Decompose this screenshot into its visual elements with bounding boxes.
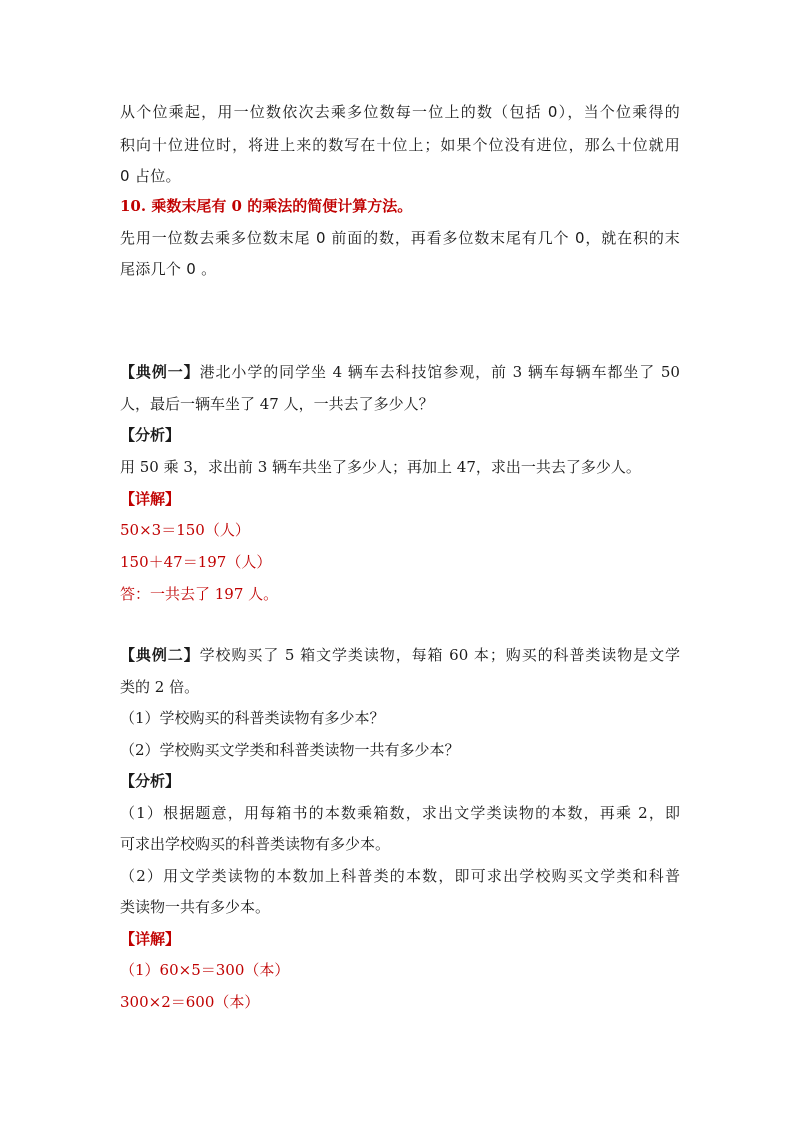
example2-analysis-tag: 【分析】: [120, 772, 181, 790]
example1-tag: 【典例一】: [120, 363, 200, 381]
example2-question-line-2: 类的 2 倍。: [120, 678, 200, 696]
example1-analysis: 用 50 乘 3，求出前 3 辆车共坐了多少人；再加上 47，求出一共去了多少人。: [120, 458, 641, 476]
sec9-line-1: 从个位乘起，用一位数依次去乘多位数每一位上的数（包括 0），当个位乘得的: [120, 103, 680, 121]
example2-tag: 【典例二】: [120, 646, 200, 664]
example1-question-text-1: 港北小学的同学坐 4 辆车去科技馆参观，前 3 辆车每辆车都坐了 50: [199, 363, 680, 381]
example1-analysis-tag: 【分析】: [120, 426, 181, 444]
example2-analysis-line-1: （1）根据题意，用每箱书的本数乘箱数，求出文学类读物的本数，再乘 2，即: [120, 804, 680, 822]
example2-subquestion-1: （1）学校购买的科普类读物有多少本？: [120, 709, 385, 727]
example2-analysis-line-3: （2）用文学类读物的本数加上科普类的本数，即可求出学校购买文学类和科普: [120, 867, 680, 885]
example2-step-2: 300×2＝600（本）: [120, 993, 260, 1011]
example2-question-line-1: [120, 645, 680, 665]
example1-step-2: 150＋47＝197（人）: [120, 553, 272, 571]
example2-analysis-line-4: 类读物一共有多少本。: [120, 898, 271, 916]
example2-question-text-1: 学校购买了 5 箱文学类读物，每箱 60 本；购买的科普类读物是文学: [199, 646, 680, 664]
example2-subquestion-2: （2）学校购买文学类和科普类读物一共有多少本？: [120, 741, 460, 759]
sec10-line-2: 尾添几个 0 。: [120, 260, 217, 278]
example2-detail-tag: 【详解】: [120, 930, 181, 948]
sec9-line-3: 0 占位。: [120, 167, 181, 185]
example2-step-1: （1）60×5＝300（本）: [120, 961, 290, 979]
example1-question-line-2: 人，最后一辆车坐了 47 人，一共去了多少人？: [120, 395, 434, 413]
example1-answer: 答：一共去了 197 人。: [120, 585, 279, 603]
example1-detail-tag: 【详解】: [120, 490, 181, 508]
example1-step-1: 50×3＝150（人）: [120, 521, 250, 539]
example1-question-line-1: [120, 362, 680, 382]
sec10-line-1: 先用一位数去乘多位数末尾 0 前面的数，再看多位数末尾有几个 0，就在积的末: [120, 229, 680, 247]
section10-title: 10. 乘数末尾有 0 的乘法的简便计算方法。: [120, 197, 413, 215]
sec9-line-2: 积向十位进位时，将进上来的数写在十位上；如果个位没有进位，那么十位就用: [120, 136, 680, 154]
example2-analysis-line-2: 可求出学校购买的科普类读物有多少本。: [120, 835, 391, 853]
